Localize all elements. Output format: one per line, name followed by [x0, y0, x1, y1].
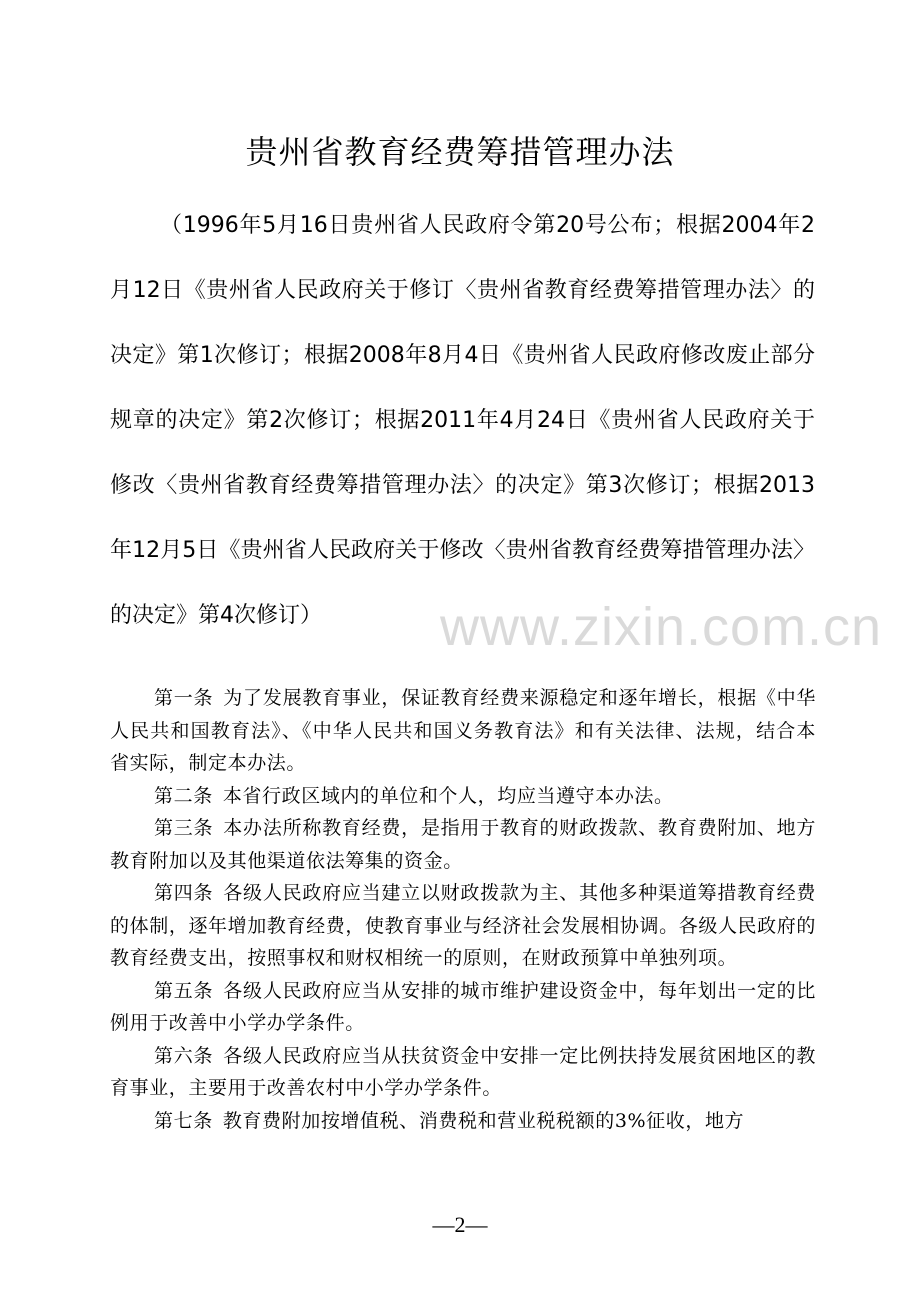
article-1 [110, 682, 816, 780]
article-text: 为了发展教育事业，保证教育经费来源稳定和逐年增长，根据《中华人民共和国教育法》、《中华人民共和国义务教育法》和有关法律、法规，结合本省实际，制定本办法。 [110, 687, 816, 774]
page-number: —2— [432, 1212, 488, 1237]
article-text: 教育费附加按增值税、消费税和营业税税额的3%征收，地方 [222, 1109, 745, 1132]
article-4 [110, 877, 816, 975]
article-2 [110, 780, 816, 813]
article-text: 本省行政区域内的单位和个人，均应当遵守本办法。 [222, 784, 674, 807]
article-text: 各级人民政府应当从扶贫资金中安排一定比例扶持发展贫困地区的教育事业，主要用于改善农村中小学办学条件。 [110, 1044, 816, 1099]
revision-history: （1996年5月16日贵州省人民政府令第20号公布；根据2004年2月12日《贵州省人民政府关于修订〈贵州省教育经费筹措管理办法〉的决定》第1次修订；根据2008年8月4日《贵州省人民政府修改废止部分规章的决定》第2次修订；根据2011年4月24日《贵州省人民政府关于修改〈贵州省教育经费筹措管理办法〉的决定》第3次修订；根据2013年12月5日《贵州省人民政府关于修改〈贵州省教育经费筹措管理办法〉的决定》第4次修订） [110, 213, 815, 628]
article-5 [110, 975, 816, 1040]
article-7 [110, 1105, 816, 1138]
article-number: 第一条 [154, 687, 214, 709]
article-text: 各级人民政府应当从安排的城市维护建设资金中，每年划出一定的比例用于改善中小学办学条件。 [110, 979, 816, 1034]
article-6 [110, 1040, 816, 1105]
article-number: 第六条 [154, 1044, 214, 1067]
article-number: 第四条 [154, 882, 214, 904]
articles-body [110, 682, 816, 1137]
article-number: 第二条 [154, 784, 213, 807]
article-number: 第三条 [154, 817, 214, 839]
watermark: www.zixin.com.cn [440, 597, 883, 657]
article-number: 第七条 [154, 1109, 213, 1132]
article-3 [110, 812, 816, 877]
article-number: 第五条 [154, 979, 214, 1002]
article-text: 本办法所称教育经费，是指用于教育的财政拨款、教育费附加、地方教育附加以及其他渠道依法筹集的资金。 [110, 817, 816, 872]
document-title: 贵州省教育经费筹措管理办法 [245, 133, 675, 171]
article-text: 各级人民政府应当建立以财政拨款为主、其他多种渠道筹措教育经费的体制，逐年增加教育经费，使教育事业与经济社会发展相协调。各级人民政府的教育经费支出，按照事权和财权相统一的原则，在财政预算中单独列项。 [110, 882, 816, 969]
